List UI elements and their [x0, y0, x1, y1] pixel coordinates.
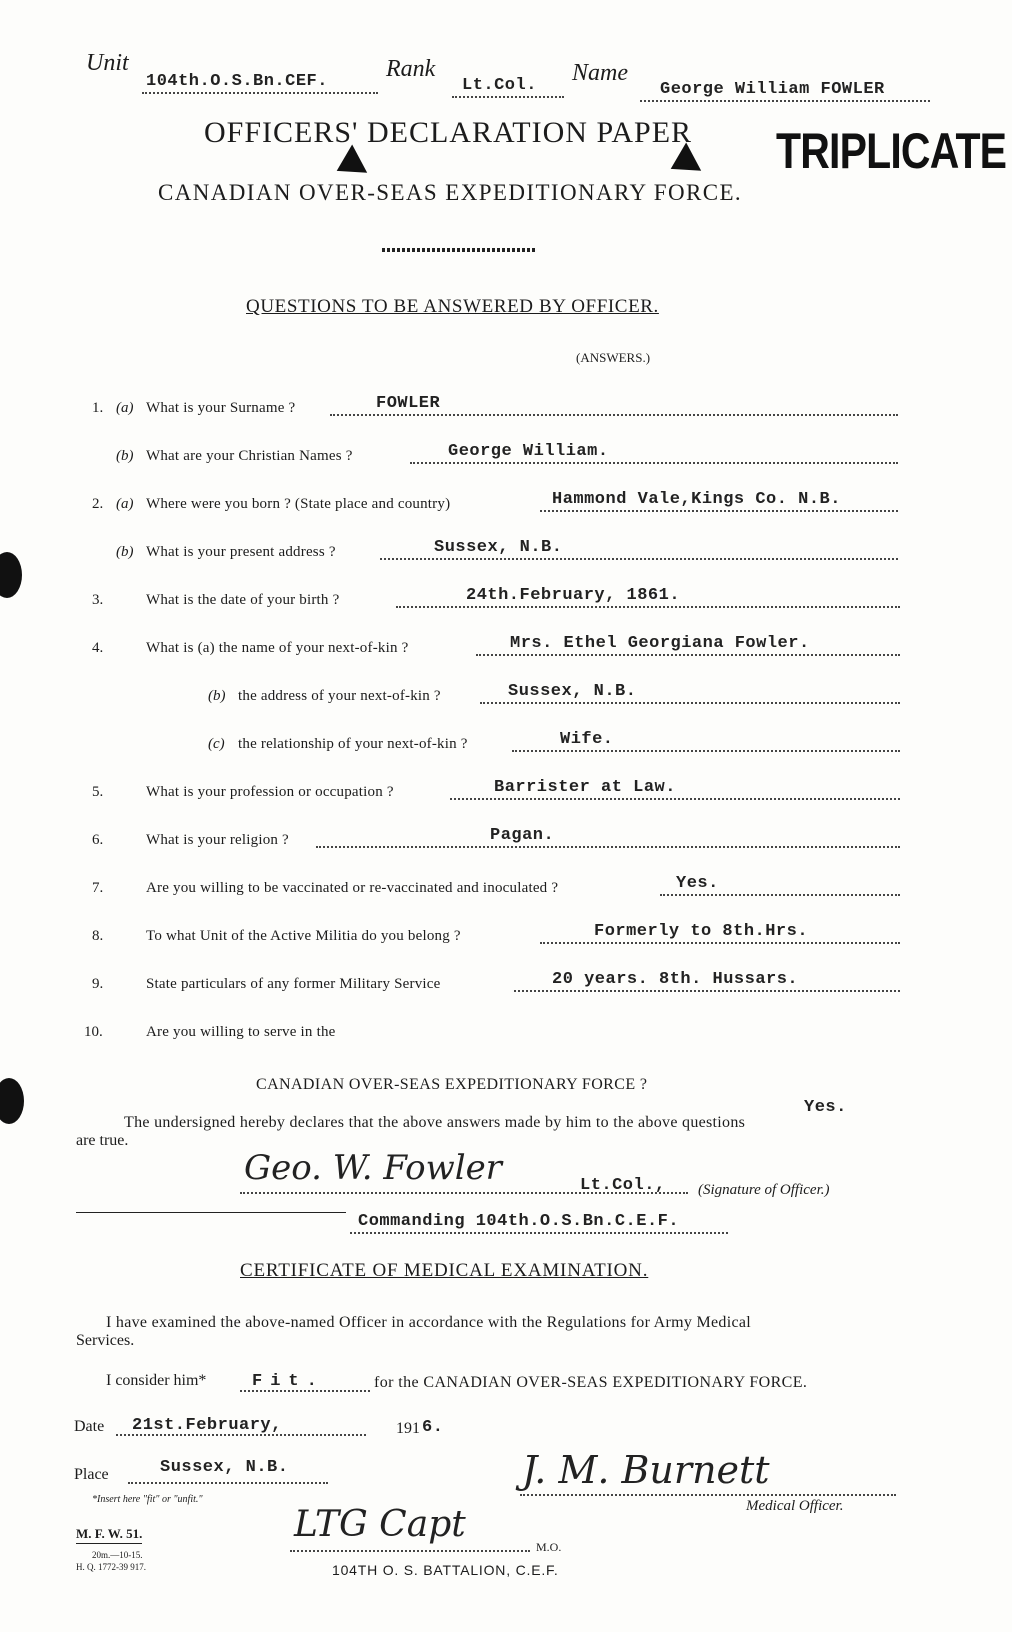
question-text: To what Unit of the Active Militia do you belong ? — [146, 928, 461, 944]
answer-line — [330, 414, 898, 416]
question-answer: Sussex, N.B. — [508, 682, 637, 701]
second-signature: LTG Capt — [294, 1504, 466, 1545]
answer-line — [660, 894, 900, 896]
punch-hole — [0, 552, 22, 598]
answer-line — [540, 942, 900, 944]
mo-label: M.O. — [536, 1540, 562, 1554]
question-answer: Wife. — [560, 730, 614, 749]
question-text: Are you willing to be vaccinated or re-vaccinated and inoculated ? — [146, 880, 559, 896]
footnote: *Insert here "fit" or "unfit." — [92, 1494, 203, 1505]
question-answer: Hammond Vale,Kings Co. N.B. — [552, 490, 841, 509]
medical-line1: I have examined the above-named Officer in accordance with the Regulations for Army Medical — [106, 1314, 751, 1331]
punch-hole — [0, 1078, 24, 1124]
question-subletter: (a) — [116, 496, 134, 512]
signature-label: (Signature of Officer.) — [698, 1182, 830, 1198]
answer-line — [396, 606, 900, 608]
declaration-line1: The undersigned hereby declares that the above answers made by him to the above questions — [124, 1114, 746, 1131]
answer-line — [380, 558, 898, 560]
question-answer: Barrister at Law. — [494, 778, 676, 797]
question-answer: 20 years. 8th. Hussars. — [552, 970, 799, 989]
officer-rank: Lt.Col., — [580, 1176, 666, 1195]
question-answer: Sussex, N.B. — [434, 538, 563, 557]
question-number: 10. — [84, 1024, 103, 1040]
medical-officer-label: Medical Officer. — [746, 1498, 844, 1514]
question-number: 4. — [92, 640, 104, 656]
question-text: What are your Christian Names ? — [146, 448, 353, 464]
question-text: What is your religion ? — [146, 832, 289, 848]
question-number: 8. — [92, 928, 104, 944]
answer-line — [410, 462, 898, 464]
consider-prefix: I consider him* — [106, 1372, 207, 1389]
medical-line2: Services. — [76, 1332, 135, 1349]
ornament-rule — [382, 248, 536, 252]
question-number: 2. — [92, 496, 104, 512]
question-subletter: (b) — [116, 544, 134, 560]
question-text: What is your profession or occupation ? — [146, 784, 394, 800]
question-text: Are you willing to serve in the — [146, 1024, 336, 1040]
form-subtitle: CANADIAN OVER-SEAS EXPEDITIONARY FORCE. — [158, 180, 743, 205]
date-label: Date — [74, 1418, 105, 1435]
question-text: What is your present address ? — [146, 544, 336, 560]
declaration-line2: are true. — [76, 1132, 129, 1149]
name-value: George William FOWLER — [660, 80, 885, 99]
place-label: Place — [74, 1466, 109, 1483]
question-answer: Yes. — [676, 874, 719, 893]
form-code: M. F. W. 51. — [76, 1526, 142, 1544]
fit-value: Fit. — [252, 1372, 325, 1391]
form-title: OFFICERS' DECLARATION PAPER — [204, 116, 693, 149]
consider-suffix: for the CANADIAN OVER-SEAS EXPEDITIONARY FORCE. — [374, 1374, 808, 1391]
question-number: 9. — [92, 976, 104, 992]
question-number: 7. — [92, 880, 104, 896]
question-answer: George William. — [448, 442, 609, 461]
q10-line2: CANADIAN OVER-SEAS EXPEDITIONARY FORCE ? — [256, 1076, 648, 1093]
question-text: What is your Surname ? — [146, 400, 296, 416]
answer-line — [316, 846, 900, 848]
question-text: Where were you born ? (State place and country) — [146, 496, 451, 512]
question-answer: 24th.February, 1861. — [466, 586, 681, 605]
question-number: 6. — [92, 832, 104, 848]
question-text: What is (a) the name of your next-of-kin ? — [146, 640, 409, 656]
question-answer: Mrs. Ethel Georgiana Fowler. — [510, 634, 810, 653]
rank-value: Lt.Col. — [462, 76, 537, 95]
medical-signature: J. M. Burnett — [522, 1448, 770, 1492]
answer-line — [514, 990, 900, 992]
question-number: 3. — [92, 592, 104, 608]
questions-heading: QUESTIONS TO BE ANSWERED BY OFFICER. — [246, 296, 659, 317]
question-subletter: (a) — [116, 400, 134, 416]
question-answer: FOWLER — [376, 394, 441, 413]
question-text: the address of your next-of-kin ? — [238, 688, 441, 704]
question-subletter: (b) — [116, 448, 134, 464]
print-ref: H. Q. 1772-39 917. — [76, 1562, 146, 1572]
question-text: State particulars of any former Military Service — [146, 976, 441, 992]
question-text: the relationship of your next-of-kin ? — [238, 736, 468, 752]
unit-value: 104th.O.S.Bn.CEF. — [146, 72, 328, 91]
place-value: Sussex, N.B. — [160, 1458, 289, 1477]
answer-line — [450, 798, 900, 800]
question-answer: Formerly to 8th.Hrs. — [594, 922, 809, 941]
answer-line — [540, 510, 898, 512]
question-text: What is the date of your birth ? — [146, 592, 340, 608]
officer-signature: Geo. W. Fowler — [244, 1148, 502, 1188]
year-prefix: 191 — [396, 1420, 420, 1437]
date-value: 21st.February, — [132, 1416, 282, 1435]
commanding-line: Commanding 104th.O.S.Bn.C.E.F. — [358, 1212, 680, 1231]
year-value: 6. — [422, 1418, 444, 1437]
battalion-stamp: 104TH O. S. BATTALION, C.E.F. — [332, 1562, 559, 1578]
triplicate-stamp: TRIPLICATE — [776, 123, 1007, 179]
question-number: 1. — [92, 400, 104, 416]
medical-heading: CERTIFICATE OF MEDICAL EXAMINATION. — [240, 1260, 649, 1281]
question-answer: Pagan. — [490, 826, 555, 845]
question-number: 5. — [92, 784, 104, 800]
q10-answer: Yes. — [804, 1098, 847, 1117]
unit-label: Unit — [86, 50, 129, 76]
question-subletter: (c) — [208, 736, 225, 752]
answer-line — [476, 654, 900, 656]
answers-label: (ANSWERS.) — [576, 350, 651, 365]
rank-label: Rank — [386, 56, 436, 82]
answer-line — [512, 750, 900, 752]
answer-line — [480, 702, 900, 704]
print-run: 20m.—10-15. — [92, 1550, 143, 1560]
name-label: Name — [572, 60, 628, 86]
question-subletter: (b) — [208, 688, 226, 704]
